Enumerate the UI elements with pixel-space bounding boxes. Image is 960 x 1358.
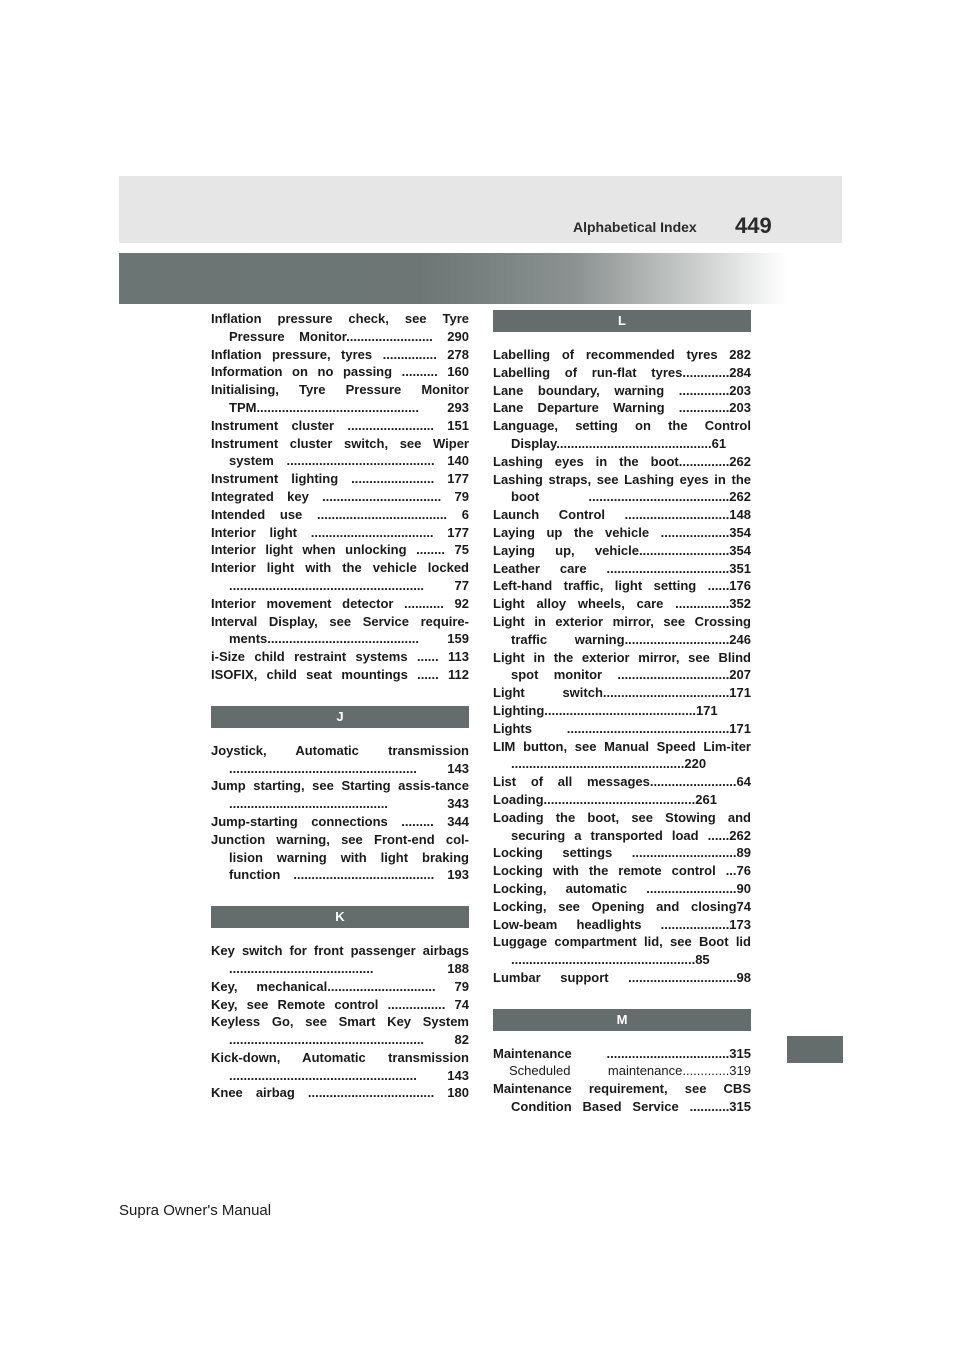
index-entry: Labelling of run-flat tyres.............284 bbox=[493, 364, 751, 380]
decorative-gradient-bar bbox=[119, 253, 787, 304]
index-entry: Instrument cluster ........................ 151 bbox=[211, 417, 469, 433]
index-entry: Inflation pressure check, see Tyre Pressure Monitor........................ 290 bbox=[211, 311, 469, 344]
index-entry: Launch Control .............................148 bbox=[493, 507, 751, 523]
index-entry: Intended use .................................... 6 bbox=[211, 506, 469, 522]
index-entry: Left-hand traffic, light setting ......176 bbox=[493, 578, 751, 594]
index-entry: Instrument lighting ....................... 177 bbox=[211, 471, 469, 487]
section-header-m: M bbox=[493, 1009, 751, 1031]
index-entry: Lights .............................................171 bbox=[493, 720, 751, 736]
index-entry: Laying up, vehicle.........................354 bbox=[493, 542, 751, 558]
index-entry: Locking, see Opening and closing74 bbox=[493, 898, 751, 914]
index-entry: Jump-starting connections ......... 344 bbox=[211, 813, 469, 829]
index-entry: Lashing eyes in the boot..............262 bbox=[493, 453, 751, 469]
index-entry: Leather care ..................................351 bbox=[493, 560, 751, 576]
index-entry: Interior movement detector ........... 92 bbox=[211, 595, 469, 611]
index-entry: LIM button, see Manual Speed Lim-iter ................................................220 bbox=[493, 738, 751, 772]
index-subentry: Scheduled maintenance.............319 bbox=[509, 1063, 751, 1079]
index-entry: Keyless Go, see Smart Key System ...................................................... 82 bbox=[211, 1014, 469, 1048]
index-entry: i-Size child restraint systems ...... 113 bbox=[211, 649, 469, 665]
index-entry: Luggage compartment lid, see Boot lid ...................................................85 bbox=[493, 934, 751, 968]
index-entry: Maintenance ..................................315 bbox=[493, 1045, 751, 1061]
index-entry: Locking, automatic .........................90 bbox=[493, 880, 751, 896]
index-column-right bbox=[493, 310, 751, 1116]
index-entry: Locking with the remote control ...76 bbox=[493, 863, 751, 879]
index-entry: Lane boundary, warning ..............203 bbox=[493, 382, 751, 398]
index-entry: Light in the exterior mirror, see Blind spot monitor ...............................207 bbox=[493, 649, 751, 683]
index-entry: Key, see Remote control ................ 74 bbox=[211, 996, 469, 1012]
index-entry: Knee airbag ................................... 180 bbox=[211, 1085, 469, 1101]
index-entry: Interior light when unlocking ........ 75 bbox=[211, 542, 469, 558]
index-entry: Light in exterior mirror, see Crossing traffic warning.............................246 bbox=[493, 613, 751, 647]
index-entry: Joystick, Automatic transmission .................................................... 143 bbox=[211, 742, 469, 776]
index-entry: Lighting..........................................171 bbox=[493, 702, 718, 718]
index-entry: Interior light with the vehicle locked ...................................................... 77 bbox=[211, 560, 469, 593]
index-entry: Light switch...................................171 bbox=[493, 685, 751, 701]
thumb-index-tab bbox=[787, 1036, 843, 1063]
index-entry: Low-beam headlights ...................173 bbox=[493, 916, 751, 932]
index-entry: Labelling of recommended tyres 282 bbox=[493, 347, 751, 362]
index-entry: Lumbar support ..............................98 bbox=[493, 969, 751, 985]
index-entry: Lane Departure Warning ..............203 bbox=[493, 400, 751, 416]
index-entry: Instrument cluster switch, see Wiper system ......................................... 140 bbox=[211, 435, 469, 469]
page-number: 449 bbox=[735, 213, 772, 238]
index-column-left bbox=[211, 310, 469, 1102]
index-entry: Junction warning, see Front-end col-lision warning with light braking function ....................................... 193 bbox=[211, 831, 469, 883]
index-entry: ISOFIX, child seat mountings ...... 112 bbox=[211, 666, 469, 682]
index-entry: Language, setting on the Control Display...........................................61 bbox=[493, 418, 751, 451]
index-entry: Kick-down, Automatic transmission .................................................... 143 bbox=[211, 1049, 469, 1083]
index-entry: Maintenance requirement, see CBS Condition Based Service ...........315 bbox=[493, 1081, 751, 1115]
index-entry: Light alloy wheels, care ...............352 bbox=[493, 596, 751, 612]
index-entry: Loading..........................................261 bbox=[493, 791, 717, 807]
index-entry: Laying up the vehicle ...................354 bbox=[493, 524, 751, 540]
header-band bbox=[119, 176, 842, 243]
section-title: Alphabetical Index bbox=[573, 219, 697, 235]
manual-title-footer: Supra Owner's Manual bbox=[119, 1202, 272, 1219]
index-entry: Initialising, Tyre Pressure Monitor TPM............................................. 293 bbox=[211, 382, 469, 415]
index-entry: Loading the boot, see Stowing and securing a transported load ......262 bbox=[493, 809, 751, 843]
section-header-j: J bbox=[211, 706, 469, 728]
index-entry: Interior light .................................. 177 bbox=[211, 524, 469, 540]
index-entry: Inflation pressure, tyres ............... 278 bbox=[211, 346, 469, 362]
index-entry: Integrated key ................................. 79 bbox=[211, 488, 469, 504]
index-entry: Locking settings .............................89 bbox=[493, 845, 751, 861]
index-entry: Jump starting, see Starting assis-tance ............................................ 343 bbox=[211, 778, 469, 812]
section-header-l: L bbox=[493, 310, 751, 332]
section-header-k: K bbox=[211, 906, 469, 928]
index-entry: Key, mechanical.............................. 79 bbox=[211, 978, 469, 994]
index-entry: List of all messages........................64 bbox=[493, 774, 751, 790]
index-entry: Information on no passing .......... 160 bbox=[211, 364, 469, 380]
index-entry: Lashing straps, see Lashing eyes in the boot .......................................262 bbox=[493, 471, 751, 505]
index-entry: Interval Display, see Service require-ments.......................................... 159 bbox=[211, 613, 469, 647]
index-entry: Key switch for front passenger airbags ........................................ 188 bbox=[211, 943, 469, 976]
